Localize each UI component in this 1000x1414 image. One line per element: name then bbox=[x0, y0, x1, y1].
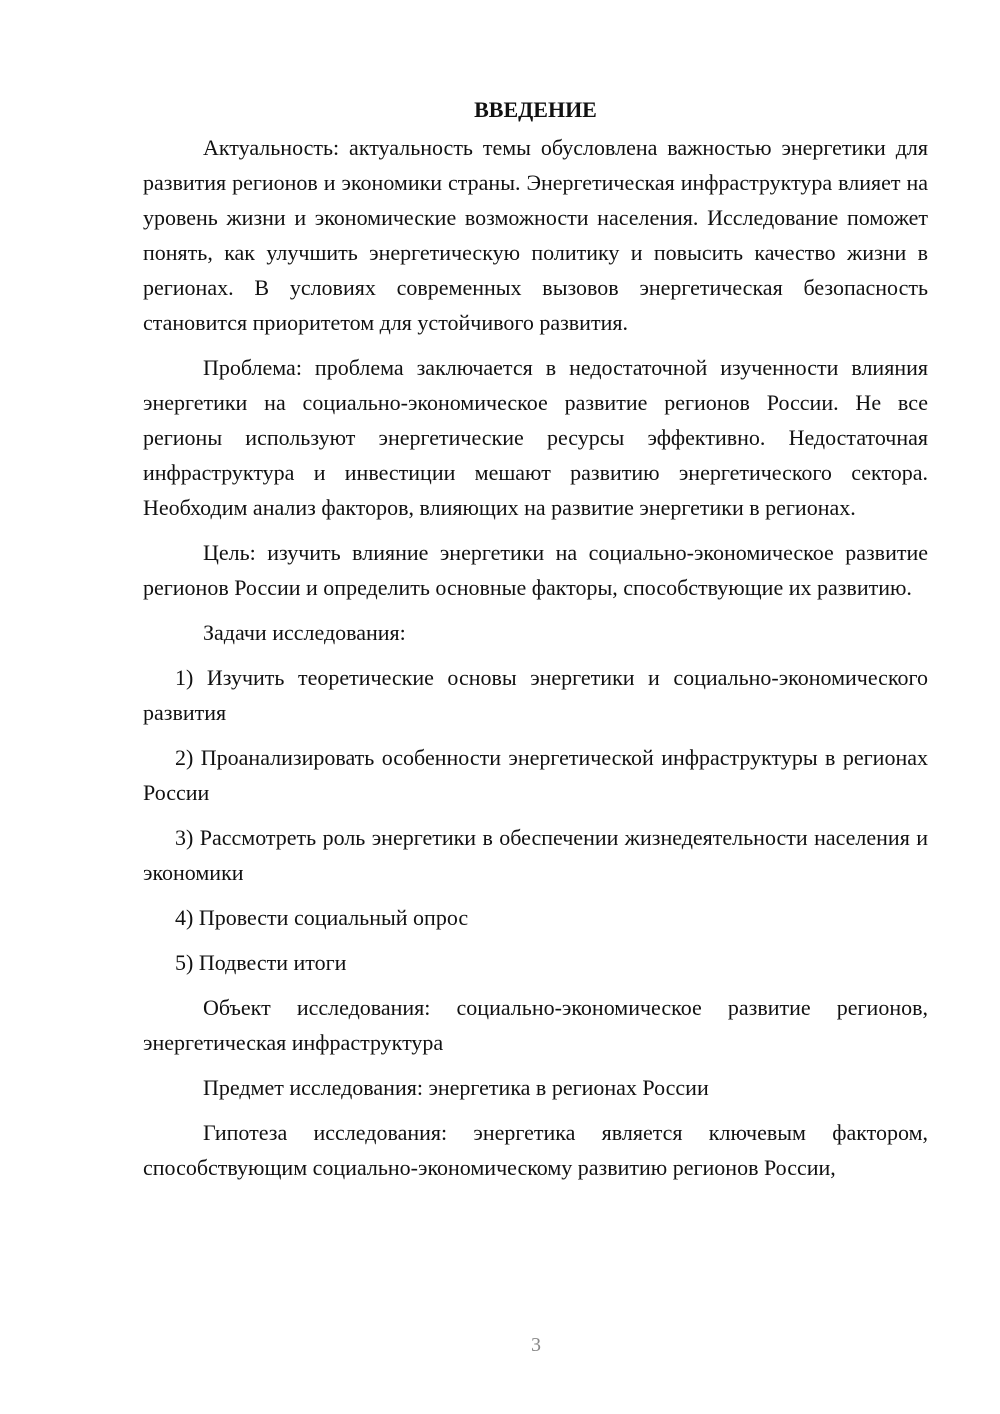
page-number: 3 bbox=[531, 1334, 541, 1356]
task-item: 4) Провести социальный опрос bbox=[175, 905, 469, 930]
task-item: 1) Изучить теоретические основы энергетики и социально-экономического развития bbox=[143, 665, 928, 725]
page-body bbox=[143, 92, 928, 1185]
task-item: 3) Рассмотреть роль энергетики в обеспечении жизнедеятельности населения и экономики bbox=[143, 825, 928, 885]
paragraph-object: Объект исследования: социально-экономическое развитие регионов, энергетическая инфраструктура bbox=[143, 995, 928, 1055]
paragraph-subject: Предмет исследования: энергетика в регионах России bbox=[203, 1075, 709, 1100]
paragraph-hypothesis: Гипотеза исследования: энергетика является ключевым фактором, способствующим социально-экономическому развитию регионов России, bbox=[143, 1120, 928, 1180]
task-item: 2) Проанализировать особенности энергетической инфраструктуры в регионах России bbox=[143, 745, 928, 805]
section-heading: ВВЕДЕНИЕ bbox=[474, 97, 597, 122]
task-item: 5) Подвести итоги bbox=[175, 950, 347, 975]
paragraph-tasks-intro: Задачи исследования: bbox=[203, 620, 406, 645]
paragraph-goal: Цель: изучить влияние энергетики на социально-экономическое развитие регионов России и определить основные факторы, способствующие их развитию. bbox=[143, 540, 928, 600]
paragraph-relevance: Актуальность: актуальность темы обусловлена важностью энергетики для развития регионов и экономики страны. Энергетическая инфраструктура влияет на уровень жизни и экономические возможности населения. Исследование поможет понять, как улучшить энергетическую политику и повысить качество жизни в регионах. В условиях современных вызовов энергетическая безопасность становится приоритетом для устойчивого развития. bbox=[143, 135, 928, 335]
paragraph-problem: Проблема: проблема заключается в недостаточной изученности влияния энергетики на социально-экономическое развитие регионов России. Не все регионы используют энергетические ресурсы эффективно. Недостаточная инфраструктура и инвестиции мешают развитию энергетического сектора. Необходим анализ факторов, влияющих на развитие энергетики в регионах. bbox=[143, 355, 928, 520]
